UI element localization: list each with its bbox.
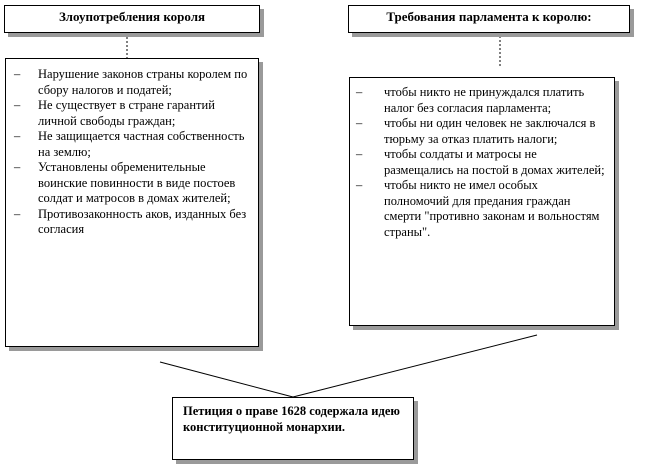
arrow-right-line [293,335,537,397]
petition-text: Петиция о праве 1628 содержала идею конституционной монархии. [183,404,400,434]
list-item: – чтобы никто не принуждался платить налог без согласия парламента; [352,85,606,116]
arrow-left-line [160,362,293,397]
abuses-list-box [5,58,259,347]
list-item: – чтобы никто не имел особых полномочий для предания граждан смерти "противно законам и вольностям страны". [352,178,606,240]
left-header-box [4,5,260,33]
demands-list-box [349,77,615,326]
list-item: – Противозаконность аков, изданных без согласия [10,207,250,238]
list-item: – Установлены обременительные воинские повинности в виде постоев солдат и матросов в домах жителей; [10,160,250,207]
list-item: – Не существует в стране гарантий личной свободы граждан; [10,98,250,129]
list-item: – чтобы солдаты и матросы не размещались на постой в домах жителей; [352,147,606,178]
left-header-text: Злоупотребления короля [58,9,206,24]
petition-result-box [172,397,414,460]
list-item: – Не защищается частная собственность на землю; [10,129,250,160]
right-header-text: Требования парламента к королю: [386,9,592,24]
list-item: – Нарушение законов страны королем по сбору налогов и податей; [10,67,250,98]
list-item: – чтобы ни один человек не заключался в тюрьму за отказ платить налоги; [352,116,606,147]
right-header-box [348,5,630,33]
